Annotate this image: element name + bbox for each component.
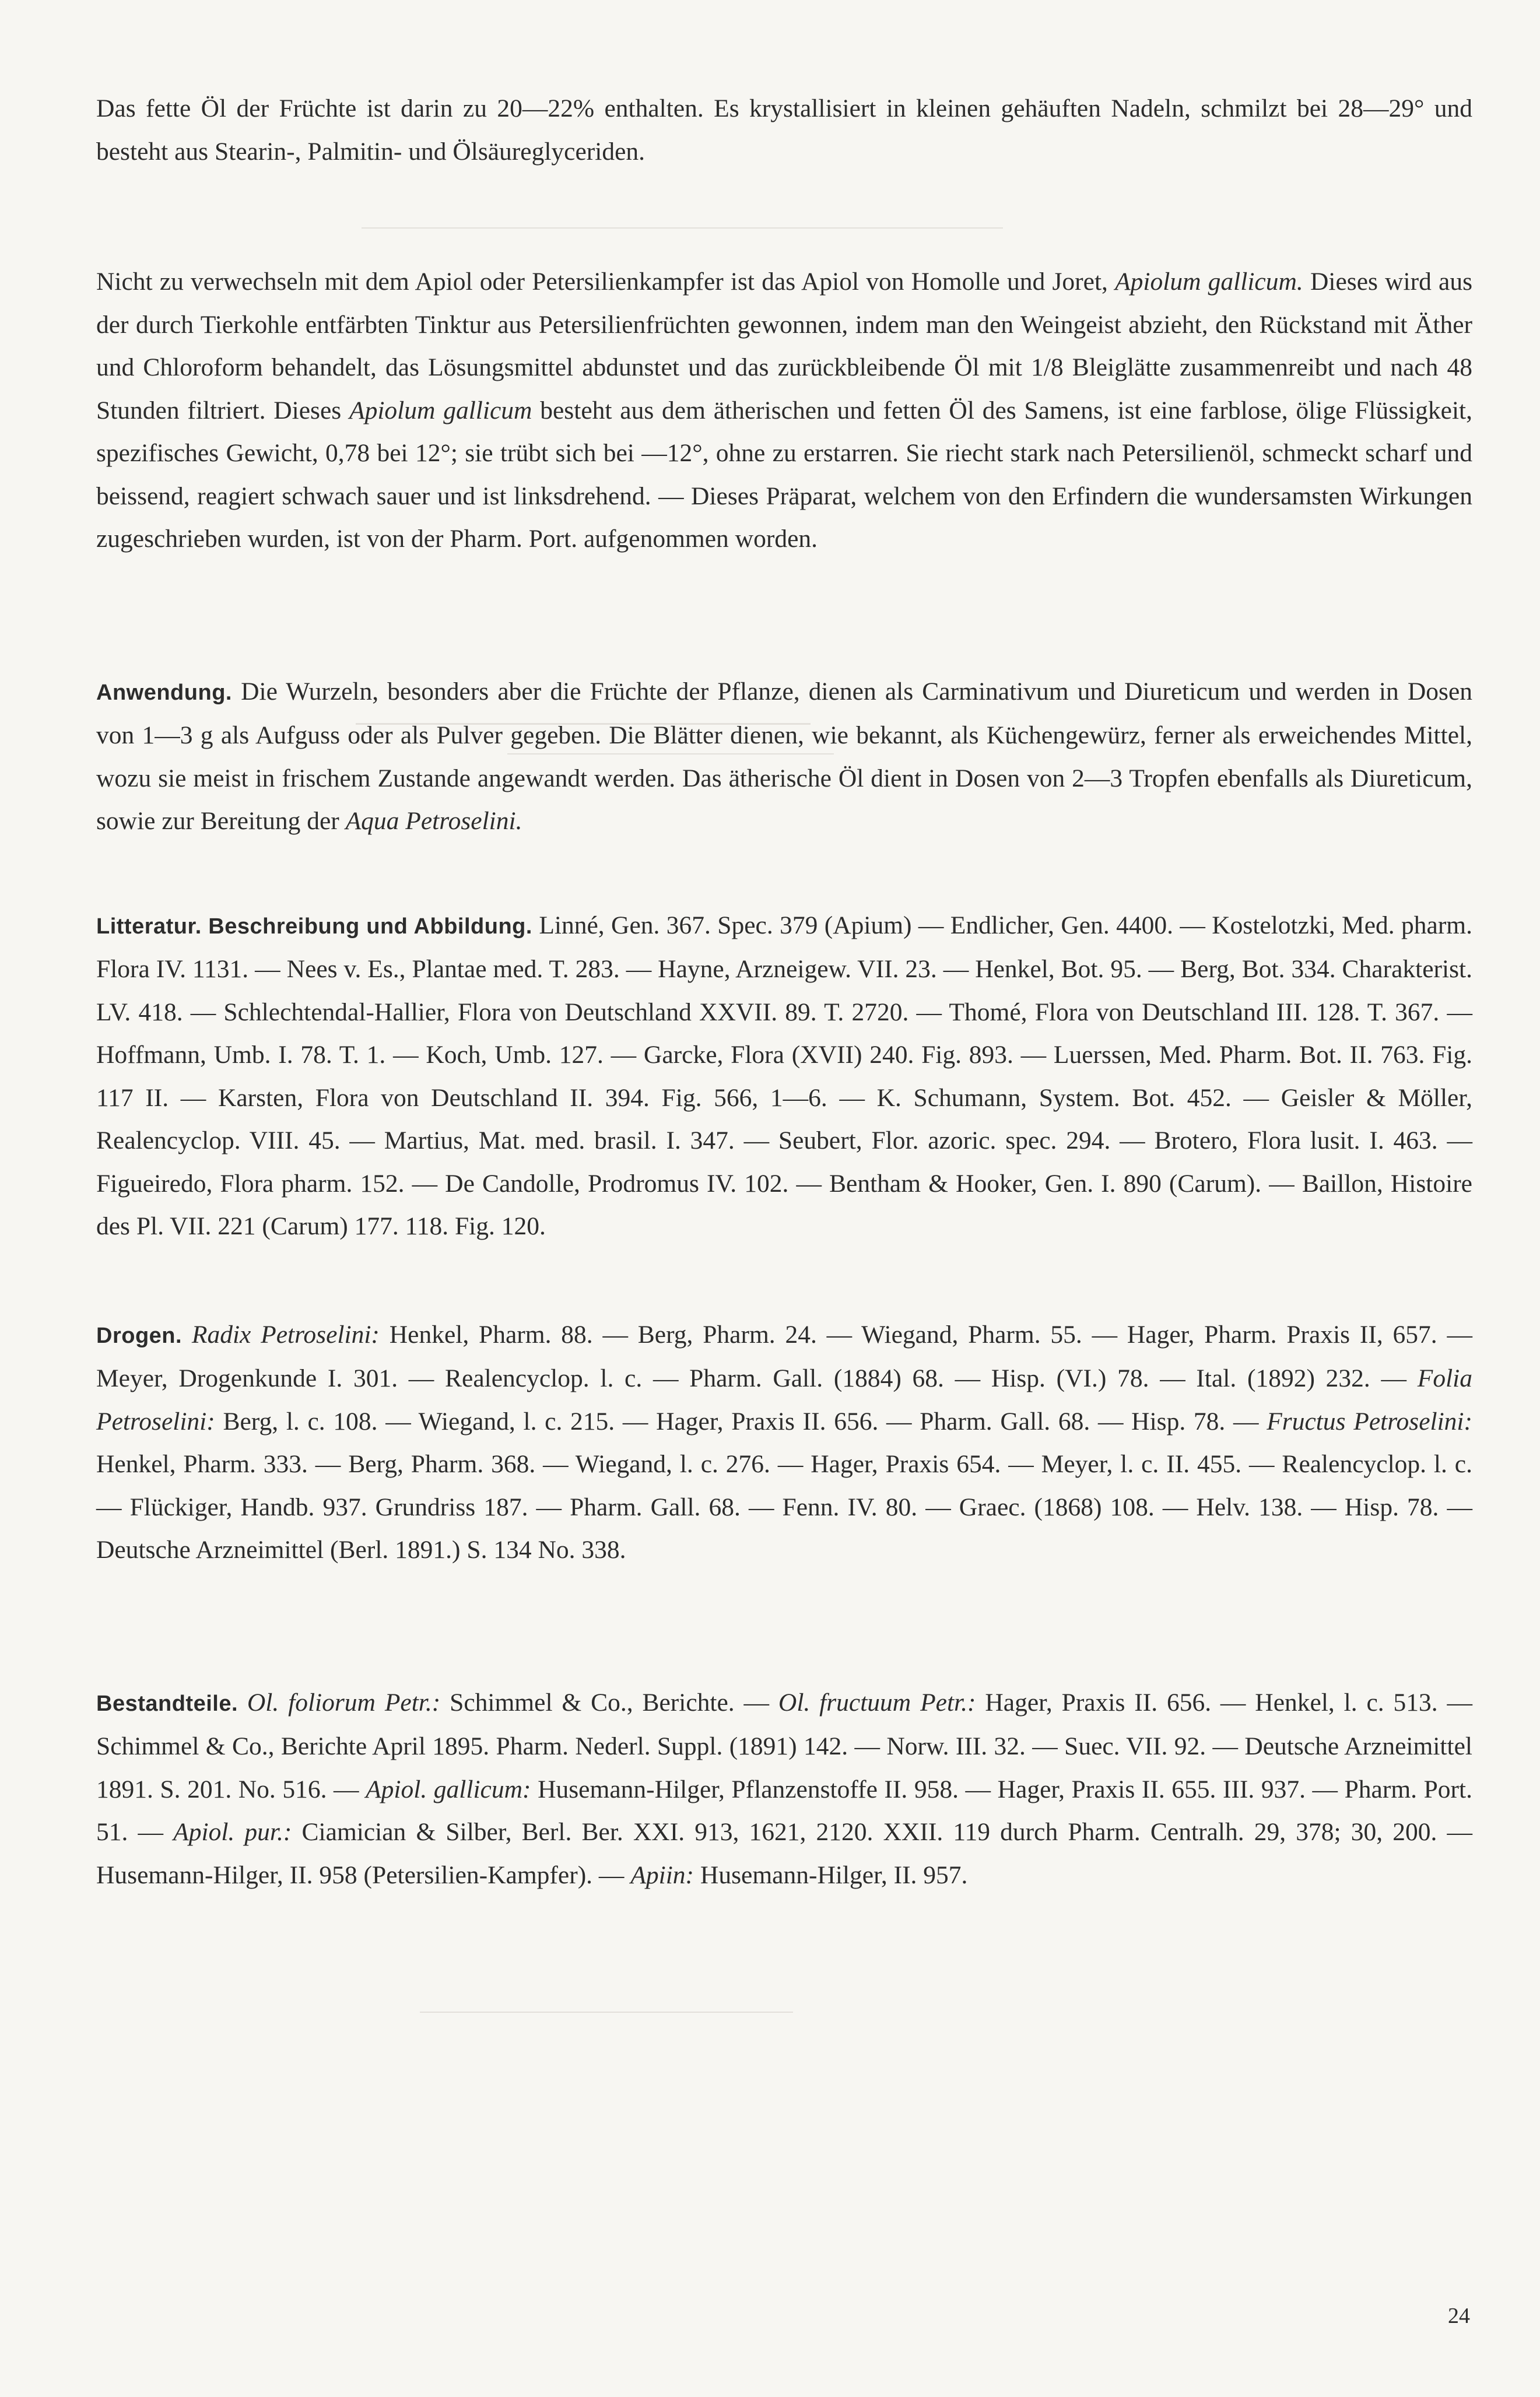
- bestandteile-heading: Bestandteile.: [96, 1691, 238, 1716]
- aqua-petroselini-term: Aqua Petroselini.: [345, 807, 522, 835]
- drogen-text-a: Henkel, Pharm. 88. — Berg, Pharm. 24. — Wiegand, Pharm. 55. — Hager, Pharm. Praxis II, 657. — Meyer, Drogenkunde I. 301. — Realencyclop. l. c. — Pharm. Gall. (1884) 68. — Hisp. (VI.) 78. — Ital. (1892) 232. —: [96, 1320, 1472, 1392]
- paragraph-litteratur: [96, 904, 1472, 1248]
- radix-petroselini-term: Radix Petroselini:: [191, 1320, 380, 1349]
- apiol-gallicum-term: Apiol. gallicum:: [366, 1775, 531, 1803]
- page-number: 24: [1448, 2304, 1470, 2328]
- paragraph-bestandteile: [96, 1682, 1472, 1897]
- anwendung-heading: Anwendung.: [96, 680, 232, 705]
- apiol-text-c: besteht aus dem ätherischen und fetten Öl des Samens, ist eine farblose, ölige Flüssigkeit, spezifisches Gewicht, 0,78 bei 12°; sie trübt sich bei —12°, ohne zu erstarren. Sie riecht stark nach Petersilienöl, schmeckt scharf und beissend, reagiert schwach sauer und ist linksdrehend. — Dieses Präparat, welchem von den Erfindern die wundersamsten Wirkungen zugeschrieben wurden, ist von der Pharm. Port. aufgenommen worden.: [96, 396, 1472, 553]
- apiolum-gallicum-term: Apiolum gallicum.: [1115, 268, 1303, 296]
- litteratur-text: Linné, Gen. 367. Spec. 379 (Apium) — Endlicher, Gen. 4400. — Kostelotzki, Med. pharm. Flora IV. 1131. — Nees v. Es., Plantae med. T. 283. — Hayne, Arzneigew. VII. 23. — Henkel, Bot. 95. — Berg, Bot. 334. Charakterist. LV. 418. — Schlechtendal-Hallier, Flora von Deutschland XXVII. 89. T. 2720. — Thomé, Flora von Deutschland III. 128. T. 367. — Hoffmann, Umb. I. 78. T. 1. — Koch, Umb. 127. — Garcke, Flora (XVII) 240. Fig. 893. — Luerssen, Med. Pharm. Bot. II. 763. Fig. 117 II. — Karsten, Flora von Deutschland II. 394. Fig. 566, 1—6. — K. Schumann, System. Bot. 452. — Geisler & Möller, Realencyclop. VIII. 45. — Martius, Mat. med. brasil. I. 347. — Seubert, Flor. azoric. spec. 294. — Brotero, Flora lusit. I. 463. — Figueiredo, Flora pharm. 152. — De Candolle, Prodromus IV. 102. — Bentham & Hooker, Gen. I. 890 (Carum). — Baillon, Histoire des Pl. VII. 221 (Carum) 177. 118. Fig. 120.: [96, 911, 1473, 1240]
- bestandteile-text-b: Hager, Praxis II. 656. — Henkel, l. c. 513. — Schimmel & Co., Berichte April 1895. Pharm. Nederl. Suppl. (1891) 142. — Norw. III. 32. — Suec. VII. 92. — Deutsche Arzneimittel 1891. S. 201. No. 516. —: [96, 1688, 1472, 1803]
- fatty-oil-text: Das fette Öl der Früchte ist darin zu 20—22% enthalten. Es krystallisiert in kleinen gehäuften Nadeln, schmilzt bei 28—29° und besteht aus Stearin-, Palmitin- und Ölsäureglyceriden.: [96, 94, 1472, 166]
- bestandteile-text-c: Husemann-Hilger, Pflanzenstoffe II. 958. — Hager, Praxis II. 655. III. 937. — Pharm. Port. 51. —: [96, 1775, 1473, 1846]
- bestandteile-text-e: Husemann-Hilger, II. 957.: [700, 1861, 968, 1889]
- bestandteile-text-a: Schimmel & Co., Berichte. —: [450, 1688, 770, 1717]
- apiolum-gallicum-term-2: Apiolum gallicum: [349, 396, 532, 424]
- apiol-pur-term: Apiol. pur.:: [173, 1818, 292, 1846]
- ol-foliorum-term: Ol. foliorum Petr.:: [247, 1688, 441, 1717]
- document-page: [96, 87, 1472, 1897]
- fructus-petroselini-term: Fructus Petroselini:: [1267, 1407, 1473, 1436]
- paragraph-anwendung: [96, 671, 1472, 843]
- paragraph-fatty-oil: [96, 87, 1472, 173]
- folia-petroselini-term: Folia Petroselini:: [96, 1364, 1473, 1436]
- ol-fructuum-term: Ol. fructuum Petr.:: [778, 1688, 976, 1717]
- apiin-term: Apiin:: [630, 1861, 694, 1889]
- apiol-text-b: Dieses wird aus der durch Tierkohle entfärbten Tinktur aus Petersilienfrüchten gewonnen, indem man den Weingeist abzieht, den Rückstand mit Äther und Chloroform behandelt, das Lösungsmittel abdunstet und das zurückbleibende Öl mit 1/8 Bleiglätte zusammenreibt und nach 48 Stunden filtriert. Dieses: [96, 268, 1473, 424]
- bestandteile-text-d: Ciamician & Silber, Berl. Ber. XXI. 913, 1621, 2120. XXII. 119 durch Pharm. Centralh. 29, 378; 30, 200. — Husemann-Hilger, II. 958 (Petersilien-Kampfer). —: [96, 1818, 1472, 1889]
- drogen-heading: Drogen.: [96, 1323, 183, 1348]
- apiol-text-a: Nicht zu verwechseln mit dem Apiol oder Petersilienkampfer ist das Apiol von Homolle und Joret,: [96, 268, 1108, 296]
- drogen-text-c: Henkel, Pharm. 333. — Berg, Pharm. 368. — Wiegand, l. c. 276. — Hager, Praxis 654. — Meyer, l. c. II. 455. — Realencyclop. l. c. — Flückiger, Handb. 937. Grundriss 187. — Pharm. Gall. 68. — Fenn. IV. 80. — Graec. (1868) 108. — Helv. 138. — Hisp. 78. — Deutsche Arzneimittel (Berl. 1891.) S. 134 No. 338.: [96, 1450, 1472, 1564]
- litteratur-heading: Litteratur. Beschreibung und Abbildung.: [96, 914, 532, 939]
- anwendung-text: Die Wurzeln, besonders aber die Früchte der Pflanze, dienen als Carminativum und Diureticum und werden in Dosen von 1—3 g als Aufguss oder als Pulver gegeben. Die Blätter dienen, wie bekannt, als Küchengewürz, ferner als erweichendes Mittel, wozu sie meist in frischem Zustande angewandt werden. Das ätherische Öl dient in Dosen von 2—3 Tropfen ebenfalls als Diureticum, sowie zur Bereitung der: [96, 677, 1472, 835]
- paragraph-apiol: [96, 261, 1472, 561]
- drogen-text-b: Berg, l. c. 108. — Wiegand, l. c. 215. — Hager, Praxis II. 656. — Pharm. Gall. 68. — Hisp. 78. —: [223, 1407, 1259, 1436]
- paragraph-drogen: [96, 1314, 1472, 1572]
